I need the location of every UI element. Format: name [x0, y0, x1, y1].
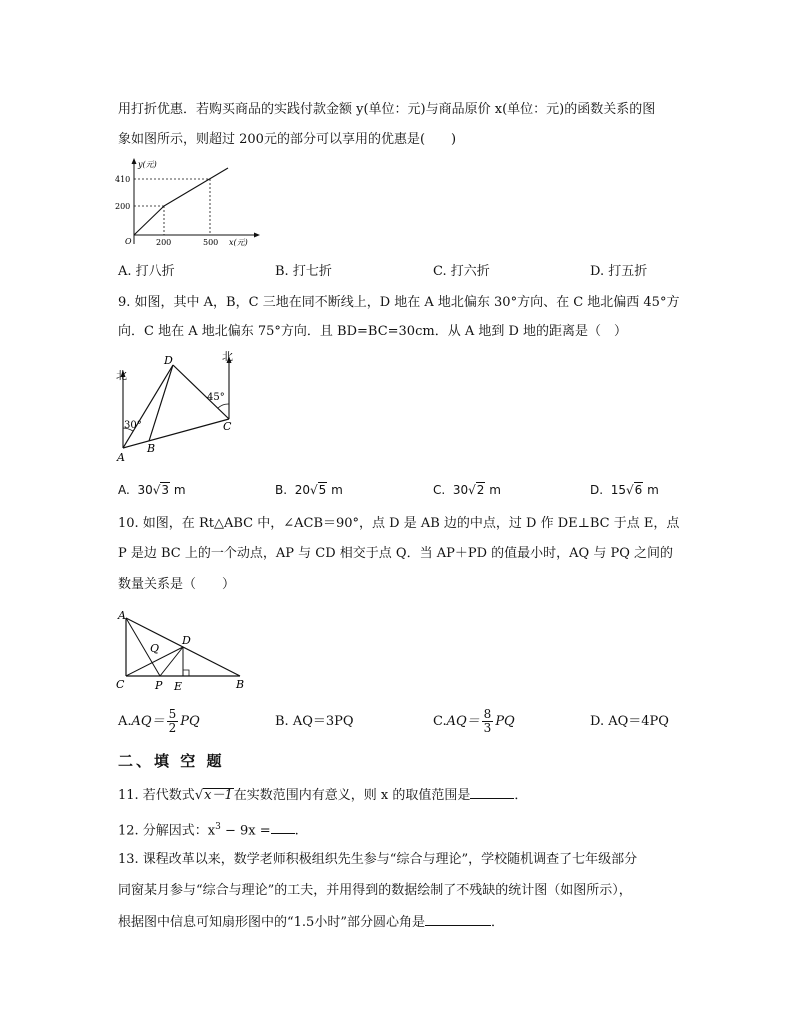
line-db — [149, 365, 173, 441]
q9-option-a[interactable]: A. 30√3 m — [118, 483, 186, 497]
q9-text-line2: 向．C 地在 A 地北偏东 75°方向．且 BD=BC=30cm．从 A 地到 D 地的距离是（ ） — [118, 324, 628, 339]
q8-option-b[interactable]: B. 打七折 — [275, 264, 332, 279]
x-tick-200: 200 — [156, 238, 172, 247]
point-a: A — [118, 609, 126, 622]
q8-graph — [112, 156, 262, 252]
north-label-c: 北 — [222, 350, 233, 363]
q13-text-line2: 同窗某月参与“综合与理论”的工夫，并用得到的数据绘制了不残缺的统计图（如图所示）， — [118, 883, 632, 898]
angle-arc-c — [218, 404, 229, 408]
q8-option-a[interactable]: A. 打八折 — [118, 264, 175, 279]
q9-option-d[interactable]: D. 15√6 m — [590, 483, 659, 497]
q10-option-d[interactable]: D. AQ＝4PQ — [590, 714, 669, 729]
q8-text-line1: 用打折优惠．若购买商品的实践付款金额 y(单位：元)与商品原价 x(单位：元)的函数关系的图 — [118, 102, 656, 117]
point-b: B — [236, 678, 245, 691]
q10-figure — [112, 606, 252, 694]
point-q: Q — [150, 642, 160, 655]
q9-figure — [110, 346, 250, 464]
q11-answer-blank[interactable] — [470, 785, 514, 799]
q12-text: 12. 分解因式：$x^3 - 9x$ = . — [118, 822, 299, 839]
origin-label: O — [125, 237, 132, 246]
q8-option-d[interactable]: D. 打五折 — [590, 264, 648, 279]
y-tick-410: 410 — [115, 175, 131, 184]
q10-text-line2: P 是边 BC 上的一个动点，AP 与 CD 相交于点 Q．当 AP＋PD 的值最小时，AQ 与 PQ 之间的 — [118, 546, 673, 561]
q12-answer-blank[interactable] — [271, 820, 295, 834]
point-d: D — [164, 354, 173, 367]
q13-answer-blank[interactable] — [425, 912, 491, 926]
q9-text-line1: 9. 如图，其中 A，B，C 三地在同不断线上，D 地在 A 地北偏东 30°方向、在 C 地北偏西 45°方 — [118, 295, 680, 310]
q11-text: 11. 若代数式√x－1在实数范围内有意义，则 x 的取值范围是 ． — [118, 785, 527, 805]
q10-option-b[interactable]: B. AQ＝3PQ — [275, 714, 354, 729]
north-label-a: 北 — [116, 369, 127, 382]
q10-text-line3: 数量关系是（ ） — [118, 577, 236, 592]
q8-option-c[interactable]: C. 打六折 — [433, 264, 490, 279]
fraction-5-2: $\frac{5}{2}$ — [168, 707, 177, 735]
point-e: E — [174, 680, 183, 693]
point-d: D — [182, 634, 191, 647]
q9-option-c[interactable]: C. 30√2 m — [433, 483, 501, 497]
point-c: C — [223, 420, 232, 433]
x-tick-500: 500 — [203, 238, 219, 247]
line-ad — [123, 365, 173, 448]
y-axis-arrow — [132, 158, 137, 164]
point-a: A — [117, 451, 125, 464]
y-axis-label: y(元) — [138, 160, 157, 169]
q13-text-line1: 13. 课程改革以来，数学老师积极组织先生参与“综合与理论”，学校随机调查了七年级部分 — [118, 852, 638, 867]
angle-label-30: 30° — [124, 420, 142, 431]
segment-0-200 — [134, 206, 164, 235]
segment-200-up — [164, 168, 228, 206]
q10-text-line1: 10. 如图，在 Rt△ABC 中，∠ACB＝90°，点 D 是 AB 边的中点，过 D 作 DE⊥BC 于点 E，点 — [118, 516, 680, 531]
fraction-8-3: $\frac{8}{3}$ — [483, 707, 492, 735]
angle-label-45: 45° — [207, 392, 225, 403]
q10-option-a[interactable]: A.AQ＝ $\frac{5}{2}$ PQ — [118, 707, 200, 735]
right-angle-mark — [183, 670, 189, 676]
q13-text-line3: 根据图中信息可知扇形图中的“1.5小时”部分圆心角是 ． — [118, 912, 504, 932]
q9-option-b[interactable]: B. 20√5 m — [275, 483, 343, 497]
point-c: C — [116, 678, 125, 691]
line-pd — [160, 647, 183, 676]
x-axis-arrow — [254, 233, 260, 238]
point-p: P — [155, 679, 163, 692]
q8-text-line2: 象如图所示，则超过 200元的部分可以享用的优惠是( ) — [118, 132, 457, 147]
y-tick-200: 200 — [115, 202, 131, 211]
x-axis-label: x(元) — [229, 238, 248, 247]
section-heading: 二、填 空 题 — [118, 752, 225, 770]
point-b: B — [147, 442, 156, 455]
q10-option-c[interactable]: C.AQ＝ $\frac{8}{3}$ PQ — [433, 707, 515, 735]
